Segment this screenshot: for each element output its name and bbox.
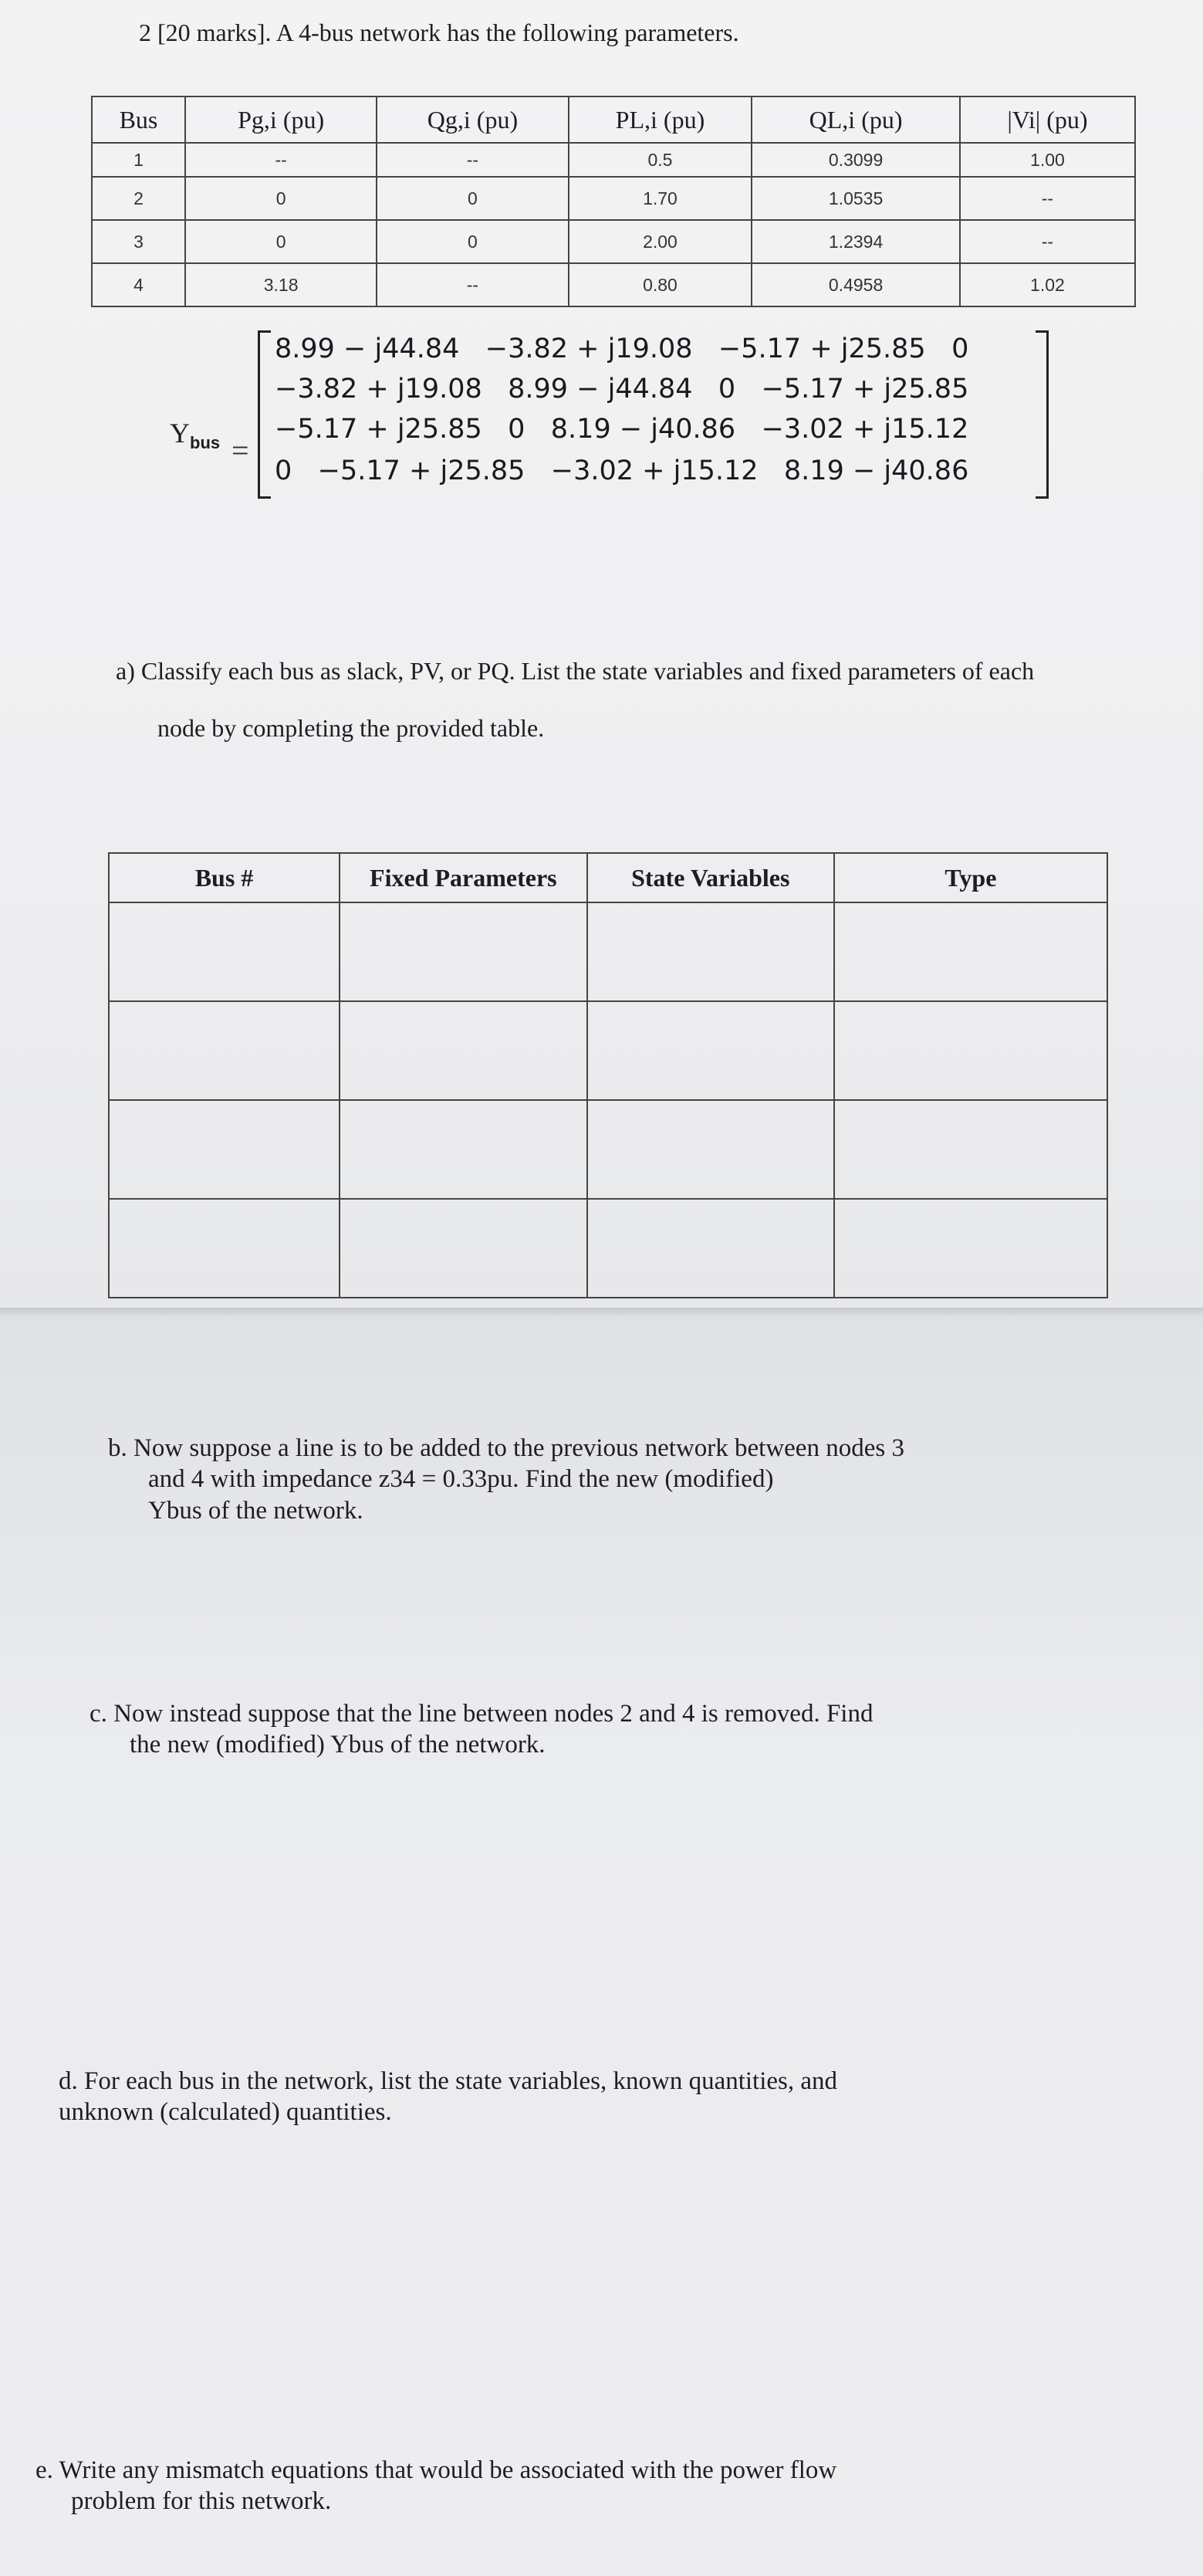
ybus-label	[170, 417, 220, 453]
cell-ql: 0.4958	[752, 263, 960, 306]
header-bus-number: Bus #	[109, 853, 340, 902]
cell-pg: 3.18	[185, 263, 377, 306]
part-c-line-1: c. Now instead suppose that the line between nodes 2 and 4 is removed. Find	[90, 1700, 874, 1728]
header-state-variables: State Variables	[587, 853, 834, 902]
table-row	[92, 263, 1135, 306]
blank-cell[interactable]	[834, 1199, 1107, 1298]
cell-qg: 0	[377, 220, 568, 263]
cell-pl: 2.00	[569, 220, 752, 263]
cell-qg: --	[377, 263, 568, 306]
cell-v: --	[960, 177, 1135, 220]
matrix-row-1: 8.99 − j44.84 −3.82 + j19.08 −5.17 + j25.85 0	[275, 333, 969, 364]
cell-qg: 0	[377, 177, 568, 220]
part-d-line-1: d. For each bus in the network, list the state variables, known quantities, and	[59, 2067, 838, 2095]
matrix-right-bracket	[1036, 330, 1049, 499]
part-c-text	[90, 1698, 1185, 1761]
sheet-edge	[0, 1308, 1203, 1315]
cell-pg: 0	[185, 220, 377, 263]
ybus-subscript: bus	[190, 433, 221, 453]
cell-v: 1.02	[960, 263, 1135, 306]
part-b-line-2: and 4 with impedance z34 = 0.33pu. Find the new (modified)	[148, 1465, 774, 1494]
matrix-row-4: 0 −5.17 + j25.85 −3.02 + j15.12 8.19 − j40.86	[275, 455, 969, 486]
table-row	[109, 1100, 1107, 1199]
cell-pl: 0.5	[569, 143, 752, 177]
table-header-row	[109, 853, 1107, 902]
part-e-text	[35, 2455, 1193, 2517]
cell-pg: --	[185, 143, 377, 177]
header-bus: Bus	[92, 96, 185, 143]
part-a-text	[116, 642, 1196, 757]
ybus-symbol: Y	[170, 418, 190, 449]
table-header-row	[92, 96, 1135, 143]
table-row	[92, 143, 1135, 177]
cell-ql: 0.3099	[752, 143, 960, 177]
matrix-left-bracket	[258, 330, 271, 499]
blank-cell[interactable]	[587, 1199, 834, 1298]
state-table	[108, 852, 1108, 1298]
part-d-text	[59, 2066, 1185, 2128]
cell-bus: 2	[92, 177, 185, 220]
table-row	[92, 220, 1135, 263]
blank-cell[interactable]	[340, 1001, 587, 1100]
part-a-line-1: a) Classify each bus as slack, PV, or PQ. List the state variables and fixed parameters of each	[116, 657, 1035, 685]
table-row	[92, 177, 1135, 220]
part-b-line-3: Ybus of the network.	[148, 1496, 363, 1525]
table-row	[109, 1001, 1107, 1100]
part-b-text	[108, 1433, 1188, 1526]
cell-v: 1.00	[960, 143, 1135, 177]
blank-cell[interactable]	[834, 902, 1107, 1001]
cell-v: --	[960, 220, 1135, 263]
cell-qg: --	[377, 143, 568, 177]
header-type: Type	[834, 853, 1107, 902]
table-row	[109, 902, 1107, 1001]
equals-sign: =	[231, 433, 249, 468]
cell-bus: 4	[92, 263, 185, 306]
header-pg: Pg,i (pu)	[185, 96, 377, 143]
part-a-line-2: node by completing the provided table.	[157, 714, 545, 742]
cell-pl: 1.70	[569, 177, 752, 220]
header-v: |Vi| (pu)	[960, 96, 1135, 143]
part-c-line-2: the new (modified) Ybus of the network.	[130, 1731, 546, 1759]
blank-cell[interactable]	[834, 1100, 1107, 1199]
blank-cell[interactable]	[340, 1100, 587, 1199]
table-row	[109, 1199, 1107, 1298]
matrix-row-3: −5.17 + j25.85 0 8.19 − j40.86 −3.02 + j15.12	[275, 414, 969, 445]
cell-bus: 1	[92, 143, 185, 177]
header-fixed-parameters: Fixed Parameters	[340, 853, 587, 902]
blank-cell[interactable]	[109, 1001, 340, 1100]
blank-cell[interactable]	[109, 1199, 340, 1298]
blank-cell[interactable]	[587, 1100, 834, 1199]
blank-cell[interactable]	[587, 1001, 834, 1100]
cell-pg: 0	[185, 177, 377, 220]
part-e-line-1: e. Write any mismatch equations that would be associated with the power flow	[35, 2456, 837, 2484]
blank-cell[interactable]	[834, 1001, 1107, 1100]
matrix-row-2: −3.82 + j19.08 8.99 − j44.84 0 −5.17 + j25.85	[275, 374, 969, 405]
part-d-line-2: unknown (calculated) quantities.	[59, 2098, 392, 2127]
blank-cell[interactable]	[587, 902, 834, 1001]
question-title: 2 [20 marks]. A 4-bus network has the following parameters.	[139, 19, 739, 46]
cell-bus: 3	[92, 220, 185, 263]
header-pl: PL,i (pu)	[569, 96, 752, 143]
cell-ql: 1.0535	[752, 177, 960, 220]
cell-pl: 0.80	[569, 263, 752, 306]
blank-cell[interactable]	[340, 1199, 587, 1298]
cell-ql: 1.2394	[752, 220, 960, 263]
part-b-line-1: b. Now suppose a line is to be added to the previous network between nodes 3	[108, 1434, 904, 1462]
blank-cell[interactable]	[340, 902, 587, 1001]
header-ql: QL,i (pu)	[752, 96, 960, 143]
blank-cell[interactable]	[109, 1100, 340, 1199]
header-qg: Qg,i (pu)	[377, 96, 568, 143]
part-e-line-2: problem for this network.	[71, 2487, 332, 2516]
blank-cell[interactable]	[109, 902, 340, 1001]
parameter-table	[91, 96, 1136, 307]
